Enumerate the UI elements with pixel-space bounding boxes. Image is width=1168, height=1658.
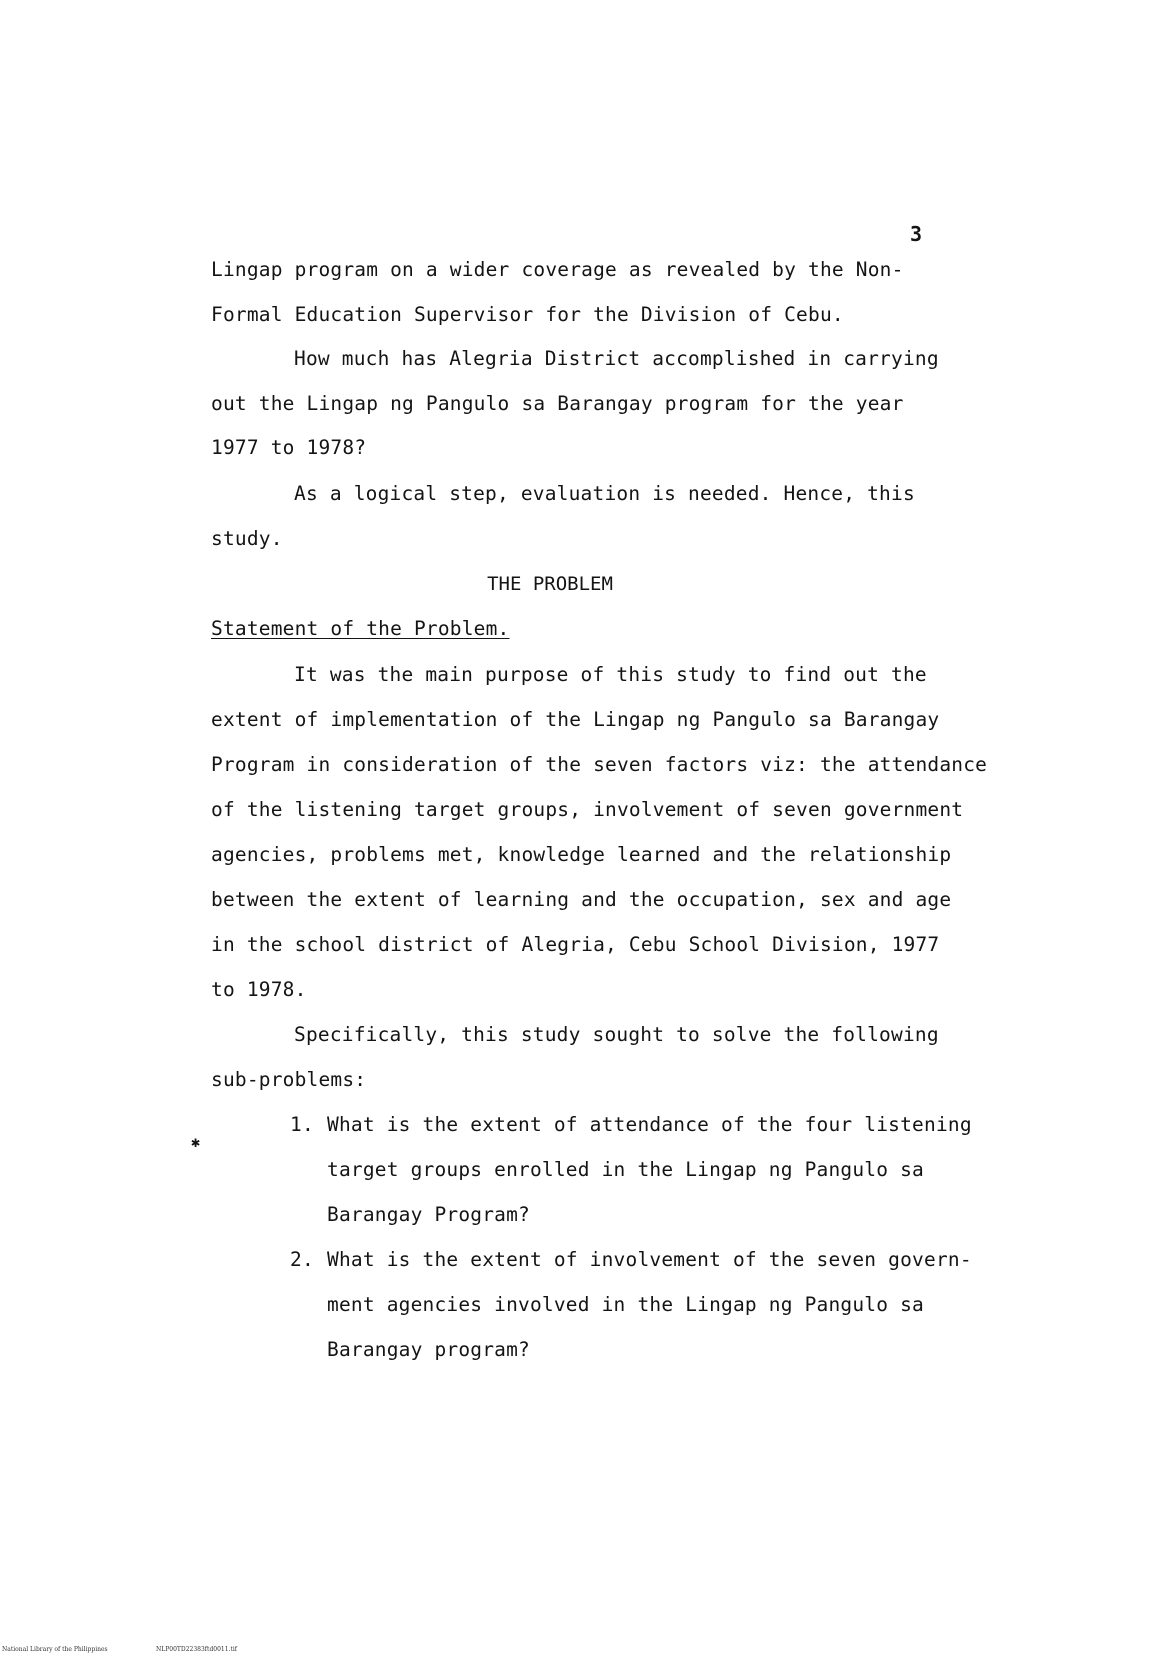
page-number: 3 <box>910 222 923 246</box>
sub-problem-1-line-1: What is the extent of attendance of the four listening <box>327 1113 972 1136</box>
purpose-line-8: to 1978. <box>211 978 307 1001</box>
footer-file: NLP00TD22383ftd0011.tif <box>156 1646 238 1653</box>
logical-line-2: study. <box>211 527 283 550</box>
sub-problem-2-number: 2. <box>290 1248 314 1271</box>
question-line-3: 1977 to 1978? <box>211 436 367 459</box>
margin-mark-icon: ✱ <box>191 1133 201 1151</box>
question-line-2: out the Lingap ng Pangulo sa Barangay program for the year <box>211 392 904 415</box>
intro-line-2: Formal Education Supervisor for the Division of Cebu. <box>211 303 844 326</box>
sub-problem-1-number: 1. <box>290 1113 314 1136</box>
sub-problem-2-line-2: ment agencies involved in the Lingap ng Pangulo sa <box>327 1293 924 1316</box>
sub-problem-2-line-1: What is the extent of involvement of the seven govern- <box>327 1248 972 1271</box>
sub-problem-1-line-2: target groups enrolled in the Lingap ng Pangulo sa <box>327 1158 924 1181</box>
logical-line-1: As a logical step, evaluation is needed. Hence, this <box>294 482 915 505</box>
footer-library: National Library of the Philippines <box>2 1646 108 1653</box>
sub-problem-2-line-3: Barangay program? <box>327 1338 530 1361</box>
purpose-line-6: between the extent of learning and the occupation, sex and age <box>211 888 952 911</box>
purpose-line-2: extent of implementation of the Lingap ng Pangulo sa Barangay <box>211 708 940 731</box>
specifically-line-1: Specifically, this study sought to solve the following <box>294 1023 939 1046</box>
specifically-line-2: sub-problems: <box>211 1068 367 1091</box>
section-heading: THE PROBLEM <box>487 573 613 595</box>
purpose-line-4: of the listening target groups, involvement of seven government <box>211 798 964 821</box>
purpose-line-7: in the school district of Alegria, Cebu School Division, 1977 <box>211 933 940 956</box>
sub-problem-1-line-3: Barangay Program? <box>327 1203 530 1226</box>
intro-line-1: Lingap program on a wider coverage as revealed by the Non- <box>211 258 904 281</box>
purpose-line-3: Program in consideration of the seven factors viz: the attendance <box>211 753 988 776</box>
question-line-1: How much has Alegria District accomplished in carrying <box>294 347 939 370</box>
purpose-line-5: agencies, problems met, knowledge learned and the relationship <box>211 843 952 866</box>
subheading: Statement of the Problem. <box>211 617 510 640</box>
purpose-line-1: It was the main purpose of this study to find out the <box>294 663 927 686</box>
